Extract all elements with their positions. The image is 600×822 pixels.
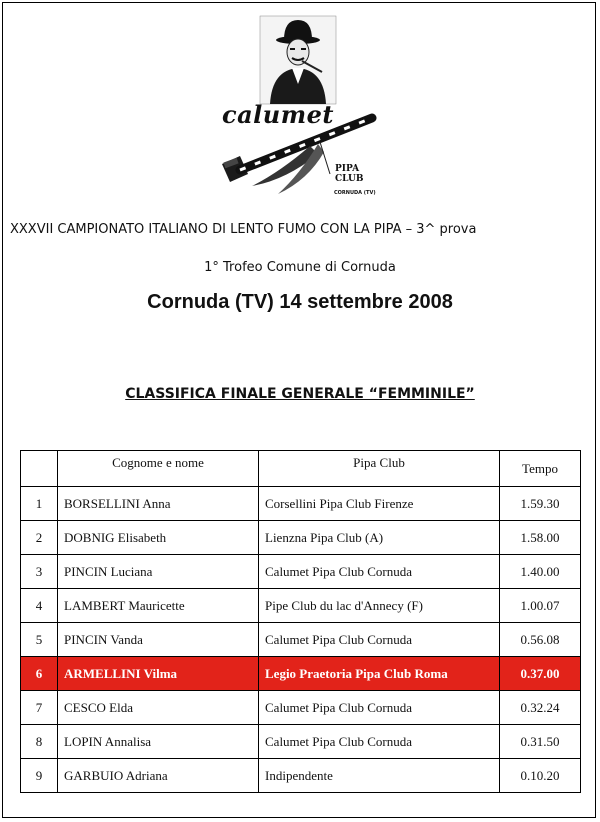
table-row xyxy=(21,691,581,725)
row-club: Indipendente xyxy=(259,759,500,793)
trophy-title: 1° Trofeo Comune di Cornuda xyxy=(204,260,396,275)
row-time: 1.00.07 xyxy=(500,589,581,623)
table-row xyxy=(21,623,581,657)
table-row xyxy=(21,759,581,793)
row-position: 8 xyxy=(21,725,58,759)
logo-brand-text: calumet xyxy=(222,100,334,129)
row-position: 4 xyxy=(21,589,58,623)
row-time: 0.37.00 xyxy=(500,657,581,691)
header-name: Cognome e nome xyxy=(58,451,259,487)
header-position xyxy=(21,451,58,487)
calumet-logo xyxy=(200,14,400,199)
table-row xyxy=(21,521,581,555)
row-club: Pipe Club du lac d'Annecy (F) xyxy=(259,589,500,623)
row-name: GARBUIO Adriana xyxy=(58,759,259,793)
table-header-row xyxy=(21,451,581,487)
row-position: 6 xyxy=(21,657,58,691)
row-club: Corsellini Pipa Club Firenze xyxy=(259,487,500,521)
row-time: 1.40.00 xyxy=(500,555,581,589)
row-name: LAMBERT Mauricette xyxy=(58,589,259,623)
row-name: PINCIN Vanda xyxy=(58,623,259,657)
table-row xyxy=(21,725,581,759)
row-time: 0.56.08 xyxy=(500,623,581,657)
row-club: Lienzna Pipa Club (A) xyxy=(259,521,500,555)
results-table xyxy=(20,450,581,793)
table-row xyxy=(21,487,581,521)
row-club: Calumet Pipa Club Cornuda xyxy=(259,555,500,589)
row-position: 1 xyxy=(21,487,58,521)
row-club: Calumet Pipa Club Cornuda xyxy=(259,725,500,759)
row-club: Calumet Pipa Club Cornuda xyxy=(259,623,500,657)
row-position: 7 xyxy=(21,691,58,725)
row-position: 2 xyxy=(21,521,58,555)
row-name: ARMELLINI Vilma xyxy=(58,657,259,691)
table-row xyxy=(21,555,581,589)
event-place-date: Cornuda (TV) 14 settembre 2008 xyxy=(147,291,453,313)
row-name: DOBNIG Elisabeth xyxy=(58,521,259,555)
row-position: 3 xyxy=(21,555,58,589)
highlighted-table-row xyxy=(21,657,581,691)
table-row xyxy=(21,589,581,623)
row-time: 0.31.50 xyxy=(500,725,581,759)
row-club: Calumet Pipa Club Cornuda xyxy=(259,691,500,725)
row-name: PINCIN Luciana xyxy=(58,555,259,589)
row-time: 1.59.30 xyxy=(500,487,581,521)
logo-club-name: PIPA CLUB xyxy=(335,164,364,184)
row-name: LOPIN Annalisa xyxy=(58,725,259,759)
row-club: Legio Praetoria Pipa Club Roma xyxy=(259,657,500,691)
row-name: BORSELLINI Anna xyxy=(58,487,259,521)
row-position: 9 xyxy=(21,759,58,793)
section-title-text: CLASSIFICA FINALE GENERALE “FEMMINILE” xyxy=(125,386,475,402)
row-name: CESCO Elda xyxy=(58,691,259,725)
logo-club-location: CORNUDA (TV) xyxy=(334,190,376,196)
header-time: Tempo xyxy=(500,451,581,487)
championship-title: XXXVII CAMPIONATO ITALIANO DI LENTO FUMO CON LA PIPA – 3^ prova xyxy=(10,222,477,237)
row-position: 5 xyxy=(21,623,58,657)
section-title xyxy=(0,386,600,402)
row-time: 0.32.24 xyxy=(500,691,581,725)
row-time: 1.58.00 xyxy=(500,521,581,555)
header-club: Pipa Club xyxy=(259,451,500,487)
row-time: 0.10.20 xyxy=(500,759,581,793)
